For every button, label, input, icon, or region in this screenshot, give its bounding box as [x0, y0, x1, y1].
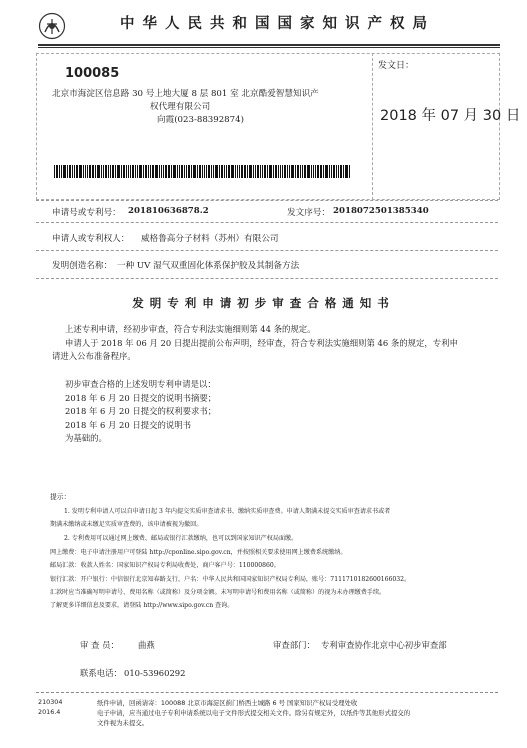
barcode-bar [130, 165, 131, 178]
barcode-bar [161, 165, 162, 178]
barcode-bar [255, 165, 256, 178]
barcode-bar [83, 165, 84, 178]
serial-label: 发文序号： [287, 208, 330, 218]
barcode-bar [191, 165, 192, 178]
barcode-bar [87, 165, 88, 178]
barcode-bar [139, 165, 142, 178]
barcode-bar [105, 165, 107, 178]
divider [36, 278, 498, 279]
barcode-bar [79, 165, 82, 178]
barcode-bar [165, 165, 167, 178]
barcode-bar [343, 165, 344, 178]
note-line: 1. 发明专利申请人可以自申请日起 3 年内提交实质审查请求书、缴纳实质审查费。申请人期满未提交实质审查请求书或者 [64, 508, 391, 515]
app-no: 201810636878.2 [128, 206, 209, 216]
barcode-bar [61, 165, 62, 178]
barcode-bar [173, 165, 176, 178]
invention-title: 一种 UV 湿气双重固化体系保护胶及其制备方法 [117, 261, 300, 271]
barcode-bar [311, 165, 312, 178]
office-name: 中华人民共和国国家知识产权局 [120, 16, 435, 32]
postcode: 100085 [65, 66, 120, 81]
barcode-bar [202, 165, 203, 178]
barcode-bar [72, 165, 73, 178]
barcode-bar [56, 165, 58, 178]
barcode-bar [287, 165, 288, 178]
barcode-bar [89, 165, 91, 178]
barcode-bar [244, 165, 246, 178]
note-line: 2. 专利费用可以通过网上缴费、邮局或银行汇款缴纳，也可以到国家知识产权局面缴。 [64, 535, 298, 542]
barcode-bar [128, 165, 129, 178]
barcode-bar [101, 165, 102, 178]
barcode-bar [284, 165, 286, 178]
barcode-bar [224, 165, 225, 178]
barcode-bar [262, 165, 263, 178]
note-line: 网上缴费：电子申请注册用户可登陆 http://cponline.sipo.gov.cn，并按照相关要求使用网上缴费系统缴纳。 [50, 549, 347, 556]
barcode-bar [74, 165, 75, 178]
notice-paragraph: 请进入公布准备程序。 [52, 351, 136, 361]
barcode-bar [150, 165, 151, 178]
barcode-bar [103, 165, 104, 178]
barcode-bar [117, 165, 120, 178]
barcode-bar [215, 165, 218, 178]
barcode-bar [159, 165, 160, 178]
barcode-bar [63, 165, 66, 178]
barcode-bar [336, 165, 337, 178]
note-line: 了解更多详细信息及要求，请登陆 http://www.sipo.gov.cn 查询。 [50, 602, 234, 609]
barcode-bar [338, 165, 339, 178]
barcode-bar [163, 165, 164, 178]
barcode-bar [269, 165, 272, 178]
barcode-bar [143, 165, 144, 178]
barcode-bar [115, 165, 116, 178]
address-window-divider [372, 53, 373, 200]
barcode-bar [228, 165, 230, 178]
serial-no: 2018072501385340 [333, 206, 429, 216]
barcode-bar [59, 165, 60, 178]
barcode-bar [213, 165, 214, 178]
phone-label: 联系电话： [80, 668, 122, 678]
barcode-bar [67, 165, 68, 178]
barcode-bar [257, 165, 259, 178]
phone: 010-53960292 [124, 668, 186, 678]
barcode-bar [85, 165, 86, 178]
barcode-bar [121, 165, 122, 178]
barcode-bar [267, 165, 268, 178]
barcode-bar [126, 165, 127, 178]
barcode-bar [148, 165, 149, 178]
barcode-bar [235, 165, 236, 178]
barcode-bar [320, 165, 322, 178]
note-line: 银行汇款：开户银行：中信银行北京知春路支行，户名：中华人民共和国国家知识产权局专利局，账号：7111710182600166032。 [50, 576, 411, 583]
barcode-bar [184, 165, 185, 178]
barcode-bar [295, 165, 296, 178]
barcode-bar [253, 165, 254, 178]
barcode-bar [199, 165, 201, 178]
barcode-bar [239, 165, 240, 178]
barcode-bar [69, 165, 71, 178]
send-date: 2018 年 07 月 30 日 [380, 108, 521, 124]
barcode-bar [323, 165, 324, 178]
barcode-bar [331, 165, 332, 178]
barcode-bar [289, 165, 290, 178]
barcode-bar [132, 165, 134, 178]
basis-item: 2018 年 6 月 20 日提交的说明书摘要； [65, 393, 217, 403]
basis-item: 2018 年 6 月 20 日提交的说明书 [65, 420, 191, 430]
barcode-bar [155, 165, 158, 178]
barcode-bar [307, 165, 310, 178]
barcode-bar [188, 165, 190, 178]
sipo-emblem-icon [38, 12, 66, 40]
barcode-bar [275, 165, 277, 178]
barcode-bar [219, 165, 220, 178]
notes-heading: 提示： [50, 493, 71, 501]
footer-rule [36, 692, 498, 693]
header-rule-thin [38, 47, 500, 48]
barcode-bar [177, 165, 178, 178]
form-code: 210304 [38, 698, 63, 706]
footer-line: 纸件申请，回函请寄：100088 北京市海淀区蓟门桥西土城路 6 号 国家知识产权局受理处收 [97, 699, 358, 707]
examiner-label: 审 查 员： [80, 640, 119, 650]
barcode-bar [123, 165, 125, 178]
barcode-bar [95, 165, 96, 178]
address-line: 北京市海淀区信息路 30 号上地大厦 8 层 801 室 北京酷爱智慧知识产 [52, 89, 319, 99]
footer-line: 文件视为未提交。 [97, 719, 149, 727]
barcode-bar [325, 165, 328, 178]
barcode-bar [168, 165, 170, 178]
basis-end: 为基础的。 [65, 433, 107, 443]
barcode-bar [315, 165, 316, 178]
barcode-bar [186, 165, 187, 178]
note-line: 汇款时应当准确写明申请号、费用名称（或简称）及分项金额。未写明申请号和费用名称（或简称）的视为未办理缴费手续。 [50, 589, 386, 596]
barcode-bar [264, 165, 266, 178]
divider [36, 222, 498, 223]
barcode-bar [204, 165, 205, 178]
barcode-bar [226, 165, 227, 178]
barcode-bar [152, 165, 154, 178]
address-line: 权代理有限公司 [150, 102, 211, 112]
barcode-bar [110, 165, 111, 178]
footer-line: 电子申请，应当通过电子专利申请系统以电子文件形式提交相关文件。除另有规定外，以纸件等其他形式提交的 [97, 709, 411, 717]
barcode-bar [280, 165, 281, 178]
dept-label: 审查部门： [273, 640, 315, 650]
note-line: 期满未缴纳或未缴足实质审查费的，该申请被视为撤回。 [50, 521, 203, 528]
barcode-bar [179, 165, 180, 178]
note-line: 邮局汇款：收款人姓名：国家知识产权局专利局收费处，商户客户号：110000860。 [50, 562, 280, 569]
invention-title-label: 发明创造名称： [52, 261, 113, 271]
barcode-bar [211, 165, 212, 178]
barcode-bar [304, 165, 306, 178]
barcode-bar [273, 165, 274, 178]
barcode-bar [297, 165, 299, 178]
barcode-bar [278, 165, 279, 178]
barcode-bar [231, 165, 234, 178]
barcode-bar [345, 165, 348, 178]
notice-paragraph: 上述专利申请，经初步审查，符合专利法实施细则第 44 条的规定。 [65, 324, 316, 334]
form-version: 2016.4 [38, 708, 61, 716]
applicant-label: 申请人或专利权人： [52, 234, 130, 244]
barcode-bar [197, 165, 198, 178]
barcode-bar [247, 165, 248, 178]
barcode-bar [76, 165, 78, 178]
barcode-bar [291, 165, 294, 178]
barcode-bar [333, 165, 335, 178]
barcode-bar [108, 165, 109, 178]
barcode-bar [221, 165, 223, 178]
barcode-bar [137, 165, 138, 178]
barcode-bar [97, 165, 100, 178]
barcode-bar [300, 165, 301, 178]
barcode-bar [249, 165, 252, 178]
barcode-bar [206, 165, 207, 178]
barcode-bar [302, 165, 303, 178]
notice-paragraph: 申请人于 2018 年 06 月 20 日提出提前公布声明，经审查，符合专利法实施细则第 46 条的规定，专利申 [65, 338, 458, 348]
applicant: 威格鲁高分子材料（苏州）有限公司 [141, 234, 279, 244]
barcode-bar [54, 165, 55, 178]
barcode-bar [181, 165, 183, 178]
header-rule [38, 44, 500, 46]
barcode-bar [340, 165, 342, 178]
app-no-label: 申请号或专利号： [52, 208, 121, 218]
barcode-bar [317, 165, 319, 178]
barcode-bar [260, 165, 261, 178]
dept-name: 专利审查协作北京中心初步审查部 [321, 640, 447, 650]
barcode-bar [237, 165, 238, 178]
barcode-bar [193, 165, 196, 178]
send-date-label: 发文日： [378, 61, 415, 71]
barcode-bar [92, 165, 94, 178]
examiner-name: 曲燕 [138, 640, 155, 650]
barcode-bar [171, 165, 172, 178]
barcode-bar [135, 165, 136, 178]
barcode-bar [313, 165, 314, 178]
barcode-bar [329, 165, 330, 178]
barcode-bar [349, 165, 350, 178]
divider [36, 250, 498, 251]
recipient-name: 向霞(023-88392874) [157, 115, 244, 125]
barcode-bar [145, 165, 147, 178]
basis-item: 2018 年 6 月 20 日提交的权利要求书； [65, 406, 217, 416]
barcode-bar [241, 165, 243, 178]
barcode-bar [208, 165, 210, 178]
divider [36, 200, 498, 201]
barcode-bar [112, 165, 114, 178]
basis-intro: 初步审查合格的上述发明专利申请是以： [65, 379, 216, 389]
barcode [54, 165, 354, 178]
notice-title: 发明专利申请初步审查合格通知书 [132, 296, 395, 310]
barcode-bar [282, 165, 283, 178]
